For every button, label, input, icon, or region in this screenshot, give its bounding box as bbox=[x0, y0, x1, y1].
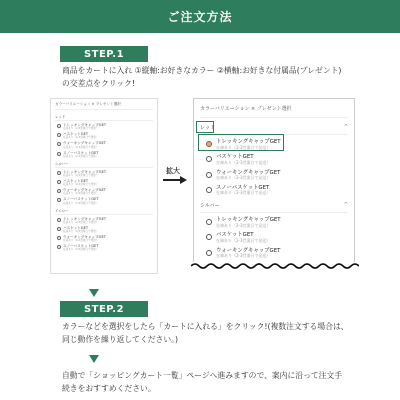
small-option-item bbox=[57, 235, 153, 242]
page-title: ご注文方法 bbox=[167, 10, 233, 24]
page-header-banner bbox=[0, 0, 400, 33]
small-radio bbox=[57, 142, 61, 146]
small-radio bbox=[57, 245, 61, 249]
small-option-name: トレッキングキャップGET bbox=[63, 216, 107, 221]
small-option-item bbox=[57, 226, 153, 233]
small-option-stock: 在庫あり（2-3営業日で発送） bbox=[63, 201, 99, 205]
small-radio bbox=[57, 227, 61, 231]
option-radio-item[interactable] bbox=[206, 185, 348, 196]
zoom-label: 拡大 bbox=[166, 167, 180, 175]
large-panel-header: カラーバリエーション × プレゼント選択 bbox=[200, 105, 348, 118]
small-selection-panel bbox=[50, 98, 158, 274]
radio-button[interactable] bbox=[206, 250, 212, 256]
option-stock: 在庫あり（2-3営業日で発送） bbox=[216, 159, 271, 165]
small-option-stock: 在庫あり（2-3営業日で発送） bbox=[63, 230, 99, 234]
small-option-stock: 在庫あり（2-3営業日で発送） bbox=[63, 220, 99, 224]
small-option-item bbox=[57, 188, 153, 195]
radio-button[interactable] bbox=[206, 172, 212, 178]
step2-instructions bbox=[62, 321, 362, 346]
small-option-name: ウォーキングキャップGET bbox=[63, 141, 106, 146]
small-radio bbox=[57, 218, 61, 222]
small-radio bbox=[57, 171, 61, 175]
radio-button[interactable] bbox=[206, 234, 212, 240]
option-name: スノーバスケットGET bbox=[216, 184, 270, 191]
option-name: バスケットGET bbox=[216, 154, 254, 161]
option-radio-item[interactable] bbox=[206, 217, 348, 228]
option-radio-item[interactable] bbox=[206, 154, 348, 165]
small-group-header bbox=[55, 160, 153, 168]
option-stock: 在庫あり（2-3営業日で発送） bbox=[216, 222, 271, 228]
down-triangle-icon bbox=[89, 355, 99, 363]
step1-instructions bbox=[62, 65, 362, 90]
small-radio bbox=[57, 180, 61, 184]
small-option-name: スノーバスケットGET bbox=[63, 244, 99, 249]
small-option-stock: 在庫あり（2-3営業日で発送） bbox=[63, 127, 99, 131]
option-stock: 在庫あり（2-3営業日で発送） bbox=[216, 237, 271, 243]
small-option-item bbox=[57, 217, 153, 224]
step3-instructions bbox=[62, 370, 362, 395]
small-group-label: レッド bbox=[55, 115, 66, 119]
small-option-stock: 在庫あり（2-3営業日で発送） bbox=[63, 145, 99, 149]
option-stock: 在庫あり（2-3営業日で発送） bbox=[216, 190, 271, 196]
small-radio bbox=[57, 152, 61, 156]
small-radio bbox=[57, 133, 61, 137]
small-option-name: バスケットGET bbox=[63, 132, 89, 137]
step1-line1: 商品をカートに入れ ①縦軸:お好きなカラー ②横軸:お好きな付属品(プレゼント) bbox=[62, 66, 342, 75]
step2-badge: STEP.2 bbox=[60, 301, 148, 317]
small-radio bbox=[57, 236, 61, 240]
small-option-name: トレッキングキャップGET bbox=[63, 169, 107, 174]
step1-line2: の交差点をクリック! bbox=[62, 78, 135, 88]
small-option-item bbox=[57, 179, 153, 186]
option-radio-item[interactable] bbox=[206, 139, 348, 150]
down-triangle-icon bbox=[89, 289, 99, 297]
small-option-stock: 在庫あり（2-3営業日で発送） bbox=[63, 192, 99, 196]
small-group-label: イエロー bbox=[55, 208, 69, 213]
option-name: ウォーキングキャップGET bbox=[216, 169, 281, 176]
small-option-stock: 在庫あり（2-3営業日で発送） bbox=[63, 183, 99, 187]
small-option-item bbox=[57, 141, 153, 148]
option-name: ウォーキングキャップGET bbox=[216, 247, 281, 254]
small-option-item bbox=[57, 132, 153, 139]
large-selection-panel bbox=[193, 98, 355, 268]
small-option-item bbox=[57, 123, 153, 130]
small-option-item bbox=[57, 244, 153, 251]
small-group-header bbox=[55, 207, 153, 215]
step2-line2: 同じ動作を繰り返してください。) bbox=[62, 334, 179, 344]
radio-button[interactable] bbox=[206, 156, 212, 162]
small-option-item bbox=[57, 151, 153, 158]
option-stock: 在庫あり（2-3営業日で発送） bbox=[216, 175, 271, 181]
small-option-stock: 在庫あり（2-3営業日で発送） bbox=[63, 239, 99, 243]
small-option-name: トレッキングキャップGET bbox=[63, 123, 107, 127]
step3-line2: 続きをおすすめください。 bbox=[62, 383, 156, 393]
small-group-header bbox=[55, 113, 153, 121]
small-radio bbox=[57, 198, 61, 202]
option-stock: 在庫あり（2-3営業日で発送） bbox=[216, 253, 271, 259]
group-label: シルバー bbox=[200, 203, 220, 210]
small-option-name: バスケットGET bbox=[63, 179, 89, 184]
small-option-stock: 在庫あり（2-3営業日で発送） bbox=[63, 154, 99, 158]
small-radio bbox=[57, 189, 61, 193]
option-name: トレッキングキャップGET bbox=[216, 139, 281, 145]
option-name: バスケットGET bbox=[216, 232, 254, 239]
small-option-stock: 在庫あり（2-3営業日で発送） bbox=[63, 136, 99, 140]
radio-button-selected[interactable] bbox=[206, 141, 212, 147]
small-option-stock: 在庫あり（2-3営業日で発送） bbox=[63, 248, 99, 252]
step2-line1: カラーなどを選択をしたら「カートに入れる」をクリック!(複数注文する場合は、 bbox=[62, 322, 349, 331]
option-radio-item[interactable] bbox=[206, 170, 348, 181]
radio-button[interactable] bbox=[206, 187, 212, 193]
right-arrow-icon bbox=[163, 176, 187, 184]
small-option-name: バスケットGET bbox=[63, 225, 89, 230]
step3-line1: 自動で「ショッピングカート一覧」ページへ進みますので、案内に沿って注文手 bbox=[62, 371, 343, 380]
small-option-name: スノーバスケットGET bbox=[63, 197, 99, 202]
chevron-up-icon: ^ bbox=[343, 202, 348, 209]
option-radio-item[interactable] bbox=[206, 248, 348, 259]
group-label: レッド bbox=[200, 125, 215, 131]
torn-edge-divider bbox=[191, 262, 359, 272]
small-panel-header: カラーバリエーション × プレゼント選択 bbox=[55, 102, 153, 110]
step1-badge: STEP.1 bbox=[60, 46, 148, 62]
small-option-name: ウォーキングキャップGET bbox=[63, 188, 106, 193]
radio-button[interactable] bbox=[206, 219, 212, 225]
group-header-silver[interactable] bbox=[200, 200, 348, 213]
small-radio bbox=[57, 124, 61, 128]
option-stock: 在庫あり（2-3営業日で発送） bbox=[216, 144, 271, 150]
small-option-stock: 在庫あり（2-3営業日で発送） bbox=[63, 174, 99, 178]
option-name: トレッキングキャップGET bbox=[216, 217, 281, 224]
option-radio-item[interactable] bbox=[206, 232, 348, 243]
small-option-name: ウォーキングキャップGET bbox=[63, 235, 106, 240]
small-option-item bbox=[57, 197, 153, 204]
small-option-name: スノーバスケットGET bbox=[63, 150, 99, 155]
small-option-item bbox=[57, 170, 153, 177]
group-header-red[interactable] bbox=[200, 122, 348, 135]
chevron-up-icon: ^ bbox=[343, 124, 348, 130]
small-group-label: シルバー bbox=[55, 161, 69, 166]
